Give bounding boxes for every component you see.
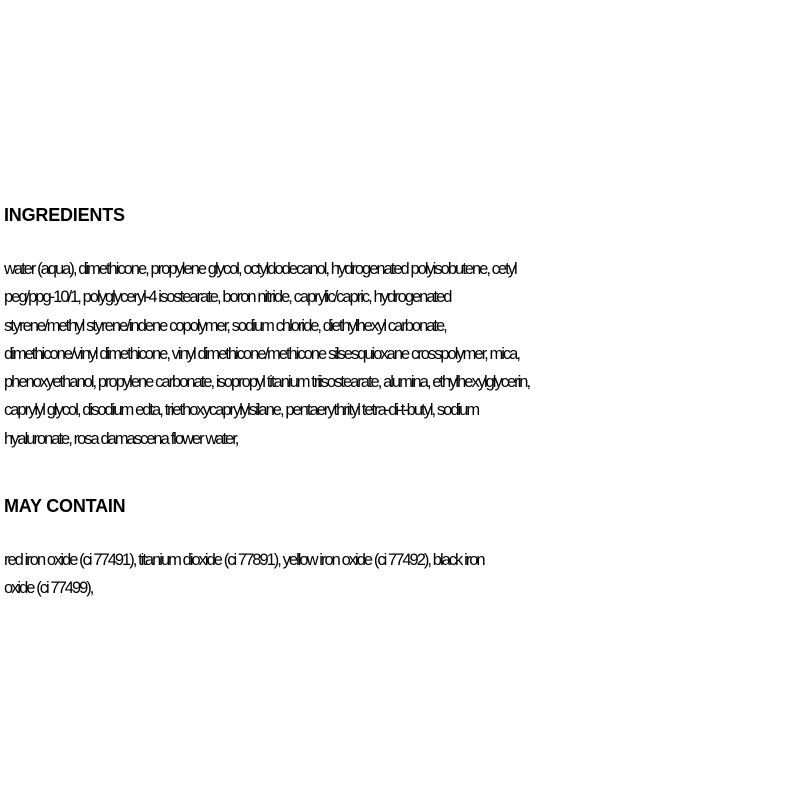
ingredients-text xyxy=(4,255,809,453)
ingredients-line: caprylyl glycol, disodium edta, triethoxycaprylylsilane, pentaerythrityl tetra-di-t-butyl, sodium xyxy=(4,401,479,420)
ingredients-section xyxy=(4,203,809,453)
may-contain-line: oxide (ci 77499), xyxy=(4,579,93,598)
may-contain-text xyxy=(4,546,809,603)
may-contain-line: red iron oxide (ci 77491), titanium dioxide (ci 77891), yellow iron oxide (ci 77492), black iron xyxy=(4,551,484,569)
ingredients-line: phenoxyethanol, propylene carbonate, isopropyl titanium triisostearate, alumina, ethylhexylglycerin, xyxy=(4,373,530,392)
ingredients-heading: INGREDIENTS xyxy=(4,205,125,225)
ingredients-line: peg/ppg-10/1, polyglyceryl-4 isostearate, boron nitride, caprylic/capric, hydrogenated xyxy=(4,288,451,307)
ingredients-line: dimethicone/vinyl dimethicone, vinyl dimethicone/methicone silsesquioxane crosspolymer, mica, xyxy=(4,344,519,363)
ingredients-line: water (aqua), dimethicone, propylene glycol, octyldodecanol, hydrogenated polyisobutene, cetyl xyxy=(4,260,516,278)
may-contain-section xyxy=(4,494,809,603)
ingredients-line: hyaluronate, rosa damascena flower water, xyxy=(4,429,238,448)
ingredients-line: styrene/methyl styrene/indene copolymer, sodium chloride, diethylhexyl carbonate, xyxy=(4,316,446,335)
may-contain-heading: MAY CONTAIN xyxy=(4,496,126,516)
